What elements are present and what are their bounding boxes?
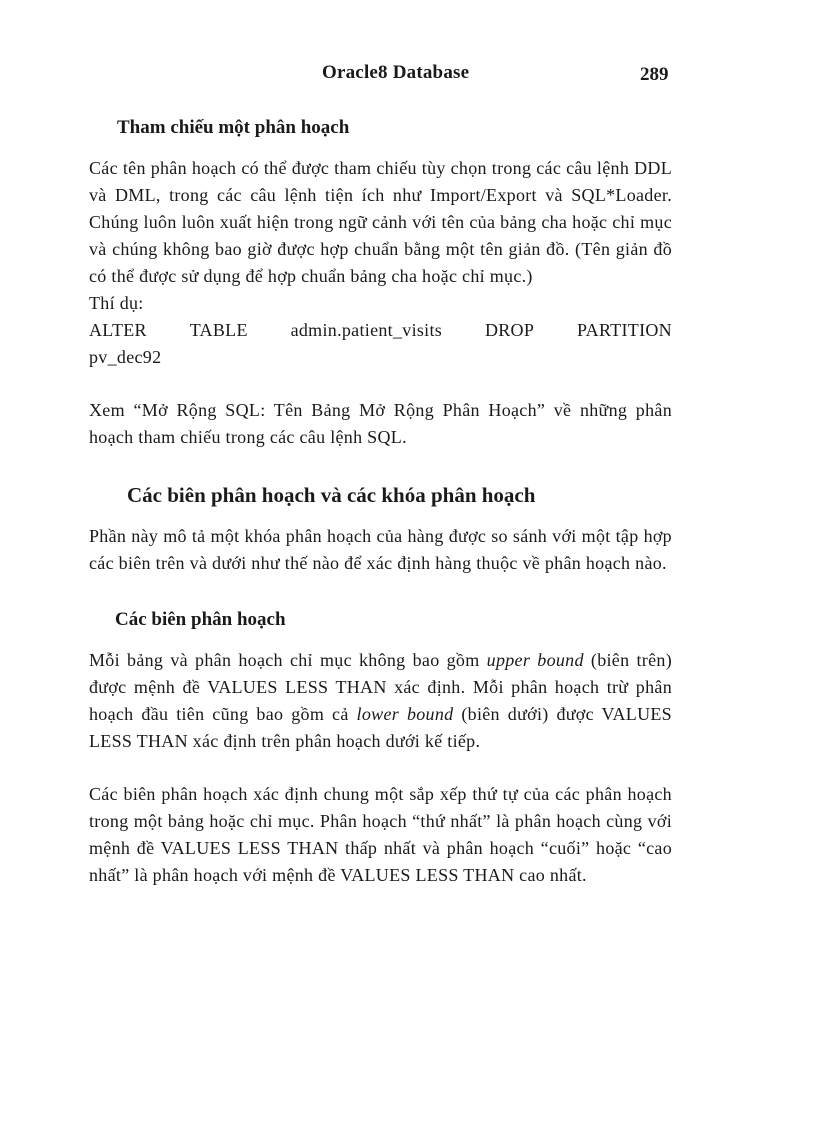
section-heading-partition-bounds-and-keys: Các biên phân hoạch và các khóa phân hoạch [127,483,536,507]
running-header-title: Oracle8 Database [322,62,470,83]
term-upper-bound: upper bound [486,650,584,670]
code-token: PARTITION [577,320,672,340]
example-label: Thí dụ: [89,293,144,313]
code-token: ALTER [89,320,147,340]
paragraph-see-also: Xem “Mở Rộng SQL: Tên Bảng Mở Rộng Phân Hoạch” về những phân hoạch tham chiếu trong các câu lệnh SQL. [89,400,672,447]
paragraph-partition-reference: Các tên phân hoạch có thể được tham chiếu tùy chọn trong các câu lệnh DDL và DML, trong các câu lệnh tiện ích như Import/Export và SQL*Loader. Chúng luôn luôn xuất hiện trong ngữ cảnh với tên của bảng cha hoặc chỉ mục và chúng không bao giờ được hợp chuẩn bằng một tên giản đồ. (Tên giản đồ có thể được sử dụng để hợp chuẩn bảng cha hoặc chỉ mục.) [89,158,672,286]
section-heading-partition-bounds: Các biên phân hoạch [115,609,286,630]
code-token: admin.patient_visits [290,320,443,340]
section-heading-partition-reference: Tham chiếu một phân hoạch [117,117,350,138]
code-token: TABLE [189,320,248,340]
code-token: DROP [484,320,535,340]
paragraph-partition-bounds-intro: Phần này mô tả một khóa phân hoạch của hàng được so sánh với một tập hợp các biên trên và dưới như thế nào để xác định hàng thuộc về phân hoạch nào. [89,526,672,573]
term-lower-bound: lower bound [356,704,454,724]
paragraph-partition-ordering: Các biên phân hoạch xác định chung một sắp xếp thứ tự của các phân hoạch trong một bảng hoặc chỉ mục. Phân hoạch “thứ nhất” là phân hoạch cùng với mệnh đề VALUES LESS THAN thấp nhất và phân hoạch “cuối” hoặc “cao nhất” là phân hoạch với mệnh đề VALUES LESS THAN cao nhất. [89,784,672,885]
page-number: 289 [640,64,669,85]
page-body [89,115,672,889]
paragraph-upper-lower-bound: Mỗi bảng và phân hoạch chỉ mục không bao gồm upper bound (biên trên) được mệnh đề VALUES LESS THAN xác định. Mỗi phân hoạch trừ phân hoạch đầu tiên cũng bao gồm cả lower bound (biên dưới) được VALUES LESS THAN xác định trên phân hoạch dưới kế tiếp. [89,650,672,751]
code-example-line-1 [89,317,672,344]
code-example-line-2: pv_dec92 [89,347,162,367]
